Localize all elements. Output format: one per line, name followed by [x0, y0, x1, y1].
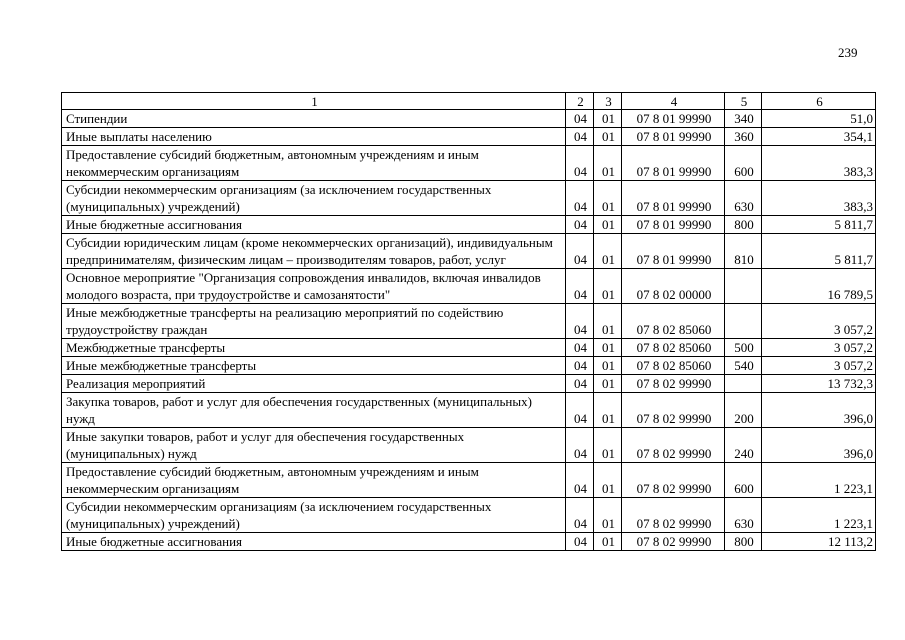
table-row — [62, 428, 876, 463]
item-name-cell: Предоставление субсидий бюджетным, автономным учреждениям и иным некоммерческим организациям — [62, 146, 566, 181]
item-name-cell: Иные закупки товаров, работ и услуг для обеспечения государственных (муниципальных) нужд — [62, 428, 566, 463]
item-name-cell: Иные выплаты населению — [62, 128, 566, 146]
expense-type-cell — [725, 375, 762, 393]
subsection-code-cell: 01 — [594, 463, 622, 498]
expense-type-cell: 540 — [725, 357, 762, 375]
amount-cell: 5 811,7 — [762, 234, 876, 269]
table-row — [62, 181, 876, 216]
section-code-cell: 04 — [566, 339, 594, 357]
table-row — [62, 375, 876, 393]
expense-type-cell: 600 — [725, 463, 762, 498]
section-code-cell: 04 — [566, 216, 594, 234]
target-article-cell: 07 8 02 99990 — [622, 375, 725, 393]
section-code-cell: 04 — [566, 234, 594, 269]
target-article-cell: 07 8 02 99990 — [622, 533, 725, 551]
expense-type-cell: 360 — [725, 128, 762, 146]
column-header: 1 — [62, 93, 566, 110]
subsection-code-cell: 01 — [594, 357, 622, 375]
item-name-cell: Субсидии некоммерческим организациям (за исключением государственных (муниципальных) учреждений) — [62, 181, 566, 216]
subsection-code-cell: 01 — [594, 304, 622, 339]
expense-type-cell: 340 — [725, 110, 762, 128]
item-name-cell: Основное мероприятие "Организация сопровождения инвалидов, включая инвалидов молодого возраста, при трудоустройстве и самозанятости" — [62, 269, 566, 304]
expense-type-cell: 200 — [725, 393, 762, 428]
subsection-code-cell: 01 — [594, 375, 622, 393]
table-row — [62, 216, 876, 234]
subsection-code-cell: 01 — [594, 533, 622, 551]
table-row — [62, 463, 876, 498]
expense-type-cell: 500 — [725, 339, 762, 357]
expense-type-cell: 240 — [725, 428, 762, 463]
subsection-code-cell: 01 — [594, 181, 622, 216]
expense-type-cell — [725, 304, 762, 339]
subsection-code-cell: 01 — [594, 269, 622, 304]
amount-cell: 5 811,7 — [762, 216, 876, 234]
subsection-code-cell: 01 — [594, 146, 622, 181]
table-row — [62, 393, 876, 428]
target-article-cell: 07 8 02 00000 — [622, 269, 725, 304]
budget-table — [61, 92, 876, 551]
item-name-cell: Иные бюджетные ассигнования — [62, 533, 566, 551]
target-article-cell: 07 8 02 85060 — [622, 304, 725, 339]
table-row — [62, 128, 876, 146]
table-row — [62, 498, 876, 533]
section-code-cell: 04 — [566, 110, 594, 128]
column-header: 2 — [566, 93, 594, 110]
target-article-cell: 07 8 02 99990 — [622, 393, 725, 428]
amount-cell: 383,3 — [762, 181, 876, 216]
amount-cell: 16 789,5 — [762, 269, 876, 304]
expense-type-cell: 600 — [725, 146, 762, 181]
section-code-cell: 04 — [566, 269, 594, 304]
subsection-code-cell: 01 — [594, 128, 622, 146]
section-code-cell: 04 — [566, 428, 594, 463]
amount-cell: 383,3 — [762, 146, 876, 181]
section-code-cell: 04 — [566, 463, 594, 498]
target-article-cell: 07 8 02 99990 — [622, 498, 725, 533]
item-name-cell: Субсидии юридическим лицам (кроме некоммерческих организаций), индивидуальным предпринимателям, физическим лицам – производителям товаров, работ, услуг — [62, 234, 566, 269]
item-name-cell: Предоставление субсидий бюджетным, автономным учреждениям и иным некоммерческим организациям — [62, 463, 566, 498]
table-row — [62, 146, 876, 181]
section-code-cell: 04 — [566, 357, 594, 375]
subsection-code-cell: 01 — [594, 216, 622, 234]
section-code-cell: 04 — [566, 498, 594, 533]
column-header: 5 — [725, 93, 762, 110]
amount-cell: 3 057,2 — [762, 304, 876, 339]
amount-cell: 3 057,2 — [762, 357, 876, 375]
section-code-cell: 04 — [566, 304, 594, 339]
section-code-cell: 04 — [566, 146, 594, 181]
expense-type-cell: 630 — [725, 498, 762, 533]
table-row — [62, 304, 876, 339]
section-code-cell: 04 — [566, 375, 594, 393]
expense-type-cell: 800 — [725, 216, 762, 234]
amount-cell: 12 113,2 — [762, 533, 876, 551]
expense-type-cell: 630 — [725, 181, 762, 216]
amount-cell: 51,0 — [762, 110, 876, 128]
subsection-code-cell: 01 — [594, 393, 622, 428]
amount-cell: 1 223,1 — [762, 463, 876, 498]
column-header: 4 — [622, 93, 725, 110]
amount-cell: 354,1 — [762, 128, 876, 146]
subsection-code-cell: 01 — [594, 234, 622, 269]
section-code-cell: 04 — [566, 393, 594, 428]
table-row — [62, 357, 876, 375]
target-article-cell: 07 8 01 99990 — [622, 146, 725, 181]
target-article-cell: 07 8 01 99990 — [622, 181, 725, 216]
subsection-code-cell: 01 — [594, 339, 622, 357]
target-article-cell: 07 8 01 99990 — [622, 234, 725, 269]
amount-cell: 396,0 — [762, 428, 876, 463]
amount-cell: 3 057,2 — [762, 339, 876, 357]
subsection-code-cell: 01 — [594, 428, 622, 463]
target-article-cell: 07 8 02 99990 — [622, 463, 725, 498]
item-name-cell: Иные межбюджетные трансферты на реализацию мероприятий по содействию трудоустройству граждан — [62, 304, 566, 339]
item-name-cell: Реализация мероприятий — [62, 375, 566, 393]
table-body — [62, 110, 876, 551]
item-name-cell: Стипендии — [62, 110, 566, 128]
item-name-cell: Иные межбюджетные трансферты — [62, 357, 566, 375]
table-row — [62, 533, 876, 551]
table-row — [62, 110, 876, 128]
target-article-cell: 07 8 01 99990 — [622, 110, 725, 128]
expense-type-cell: 800 — [725, 533, 762, 551]
amount-cell: 1 223,1 — [762, 498, 876, 533]
column-header: 6 — [762, 93, 876, 110]
column-header: 3 — [594, 93, 622, 110]
table-header-row — [62, 93, 876, 110]
table-row — [62, 269, 876, 304]
section-code-cell: 04 — [566, 128, 594, 146]
expense-type-cell — [725, 269, 762, 304]
target-article-cell: 07 8 01 99990 — [622, 216, 725, 234]
expense-type-cell: 810 — [725, 234, 762, 269]
table-row — [62, 339, 876, 357]
section-code-cell: 04 — [566, 181, 594, 216]
table-row — [62, 234, 876, 269]
target-article-cell: 07 8 02 85060 — [622, 339, 725, 357]
amount-cell: 396,0 — [762, 393, 876, 428]
subsection-code-cell: 01 — [594, 498, 622, 533]
item-name-cell: Субсидии некоммерческим организациям (за исключением государственных (муниципальных) учреждений) — [62, 498, 566, 533]
target-article-cell: 07 8 02 85060 — [622, 357, 725, 375]
target-article-cell: 07 8 02 99990 — [622, 428, 725, 463]
amount-cell: 13 732,3 — [762, 375, 876, 393]
target-article-cell: 07 8 01 99990 — [622, 128, 725, 146]
page-number: 239 — [838, 45, 858, 60]
section-code-cell: 04 — [566, 533, 594, 551]
subsection-code-cell: 01 — [594, 110, 622, 128]
item-name-cell: Иные бюджетные ассигнования — [62, 216, 566, 234]
item-name-cell: Межбюджетные трансферты — [62, 339, 566, 357]
item-name-cell: Закупка товаров, работ и услуг для обеспечения государственных (муниципальных) нужд — [62, 393, 566, 428]
